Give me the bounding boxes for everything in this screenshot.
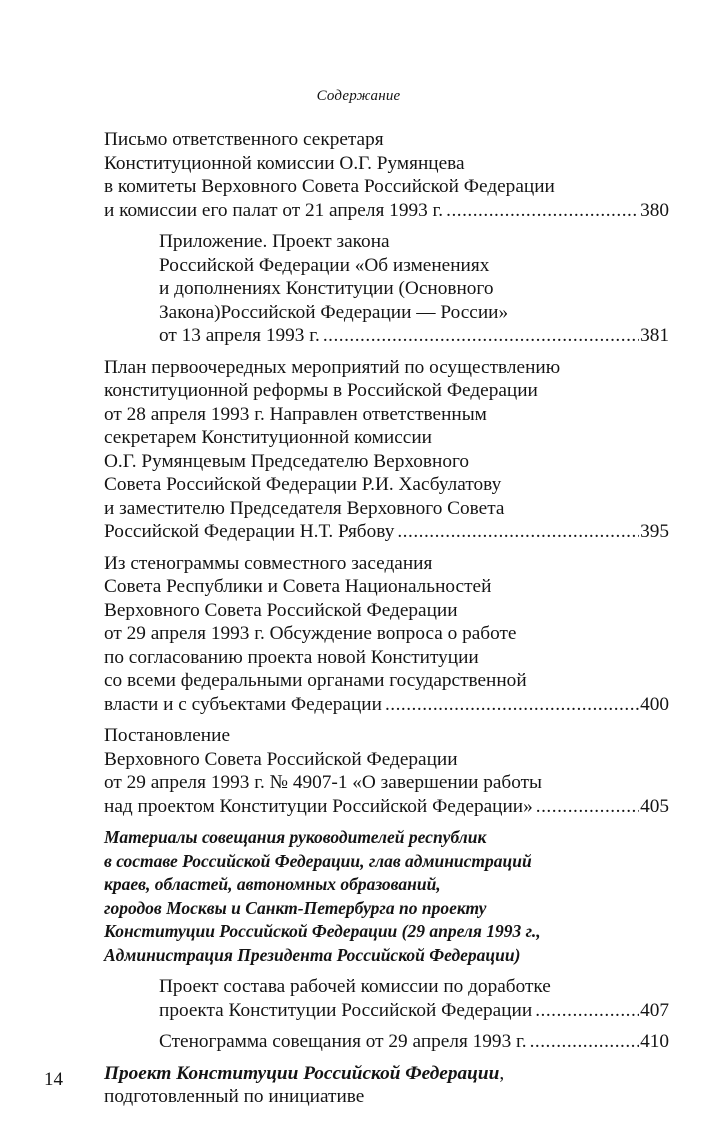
- final-entry-title-suffix: ,: [499, 1062, 505, 1084]
- toc-entry-line: по согласованию проекта новой Конституции: [104, 646, 479, 668]
- toc-entry: [104, 724, 669, 818]
- toc-entry: [104, 356, 669, 544]
- toc-entry-last-line: [159, 1030, 669, 1054]
- toc-entry-line: от 29 апреля 1993 г. № 4907-1 «О завершении работы: [104, 772, 542, 793]
- toc-entry-line: Письмо ответственного секретаря: [104, 129, 384, 150]
- toc-entry-last-line: [104, 520, 669, 544]
- toc-entry-line: Российской Федерации «Об изменениях: [159, 254, 490, 276]
- page-header: Содержание: [316, 88, 401, 104]
- dot-leader: [323, 324, 639, 348]
- toc-entry-line: конституционной реформы в Российской Федерации: [104, 380, 538, 401]
- dot-leader: [530, 1030, 639, 1054]
- section-heading-line: в составе Российской Федерации, глав администраций: [104, 850, 532, 871]
- page-number: 395: [640, 521, 669, 542]
- dot-leader: [385, 693, 639, 717]
- toc-entry-line: секретарем Конституционной комиссии: [104, 427, 432, 448]
- toc-entry-line: Закона)Российской Федерации — России»: [159, 301, 509, 323]
- toc-entry-line: Проект состава рабочей комиссии по доработке: [159, 976, 551, 997]
- toc-entry-line: и заместителю Председателя Верховного Совета: [104, 497, 505, 519]
- toc-entry-last-line: [159, 324, 669, 348]
- toc-entry-line: и дополнениях Конституции (Основного: [159, 278, 494, 299]
- toc-entry-line: [104, 1062, 669, 1086]
- toc-entry-line: О.Г. Румянцевым Председателю Верховного: [104, 450, 470, 472]
- page-number-footer: 14: [44, 1069, 63, 1090]
- page-number: 407: [640, 999, 669, 1021]
- toc-entry-line: со всеми федеральными органами государственной: [104, 670, 527, 691]
- toc-entry-last-line: [104, 199, 669, 223]
- toc-entry-line: от 29 апреля 1993 г. Обсуждение вопроса о работе: [104, 623, 517, 644]
- toc-entry-line: в комитеты Верховного Совета Российской Федерации: [104, 176, 555, 197]
- page-number: 381: [640, 325, 669, 346]
- toc-entry-last-line: [104, 795, 669, 819]
- page-number: 380: [640, 199, 669, 221]
- dot-leader: [397, 520, 639, 544]
- toc-entry-line: власти и с субъектами Федерации: [104, 693, 382, 715]
- toc-entry-last-line: [104, 693, 669, 717]
- toc-entry-line: Совета Российской Федерации Р.И. Хасбулатову: [104, 474, 502, 495]
- toc-sub-entry: [104, 975, 669, 1022]
- page-number: 410: [640, 1031, 669, 1052]
- toc-sub-entry: [104, 230, 669, 348]
- toc-entry-line: Верховного Совета Российской Федерации: [104, 599, 458, 621]
- toc-sub-entry: [104, 1030, 669, 1054]
- toc-entry-line: Приложение. Проект закона: [159, 231, 390, 252]
- toc-entry-line: от 28 апреля 1993 г. Направлен ответственным: [104, 403, 487, 425]
- table-of-contents: [104, 128, 669, 1109]
- final-entry-title: Проект Конституции Российской Федерации: [104, 1062, 500, 1084]
- dot-leader: [446, 199, 639, 223]
- toc-entry-line: Совета Республики и Совета Национальностей: [104, 576, 492, 597]
- page-number: 400: [640, 693, 669, 715]
- toc-entry-line: и комиссии его палат от 21 апреля 1993 г.: [104, 199, 444, 221]
- toc-entry-last-line: [159, 999, 669, 1023]
- toc-entry-line: Российской Федерации Н.Т. Рябову: [104, 521, 395, 542]
- section-heading-line: городов Москвы и Санкт-Петербурга по проекту: [104, 897, 487, 918]
- toc-entry-line: Стенограмма совещания от 29 апреля 1993 г.: [159, 1031, 527, 1052]
- page-number: 405: [640, 795, 669, 817]
- section-heading-line: краев, областей, автономных образований,: [104, 874, 441, 894]
- toc-entry-line: Постановление: [104, 725, 231, 746]
- toc-entry-line: План первоочередных мероприятий по осуществлению: [104, 356, 561, 378]
- section-heading-line: Администрация Президента Российской Федерации): [104, 944, 521, 965]
- dot-leader: [536, 795, 639, 819]
- toc-entry: [104, 128, 669, 222]
- toc-final-entry: [104, 1062, 669, 1109]
- toc-entry: [104, 552, 669, 717]
- toc-entry-line: над проектом Конституции Российской Федерации»: [104, 795, 533, 817]
- toc-entry-line: подготовленный по инициативе: [104, 1086, 365, 1107]
- toc-entry-line: Из стенограммы совместного заседания: [104, 552, 433, 574]
- toc-entry-line: проекта Конституции Российской Федерации: [159, 999, 533, 1021]
- toc-entry-line: от 13 апреля 1993 г.: [159, 325, 320, 346]
- section-heading-line: Материалы совещания руководителей республик: [104, 827, 487, 847]
- dot-leader: [535, 999, 639, 1023]
- toc-entry-line: Конституционной комиссии О.Г. Румянцева: [104, 152, 465, 174]
- section-heading-line: Конституции Российской Федерации (29 апреля 1993 г.,: [104, 921, 541, 941]
- section-heading: [104, 826, 669, 967]
- toc-entry-line: Верховного Совета Российской Федерации: [104, 748, 458, 770]
